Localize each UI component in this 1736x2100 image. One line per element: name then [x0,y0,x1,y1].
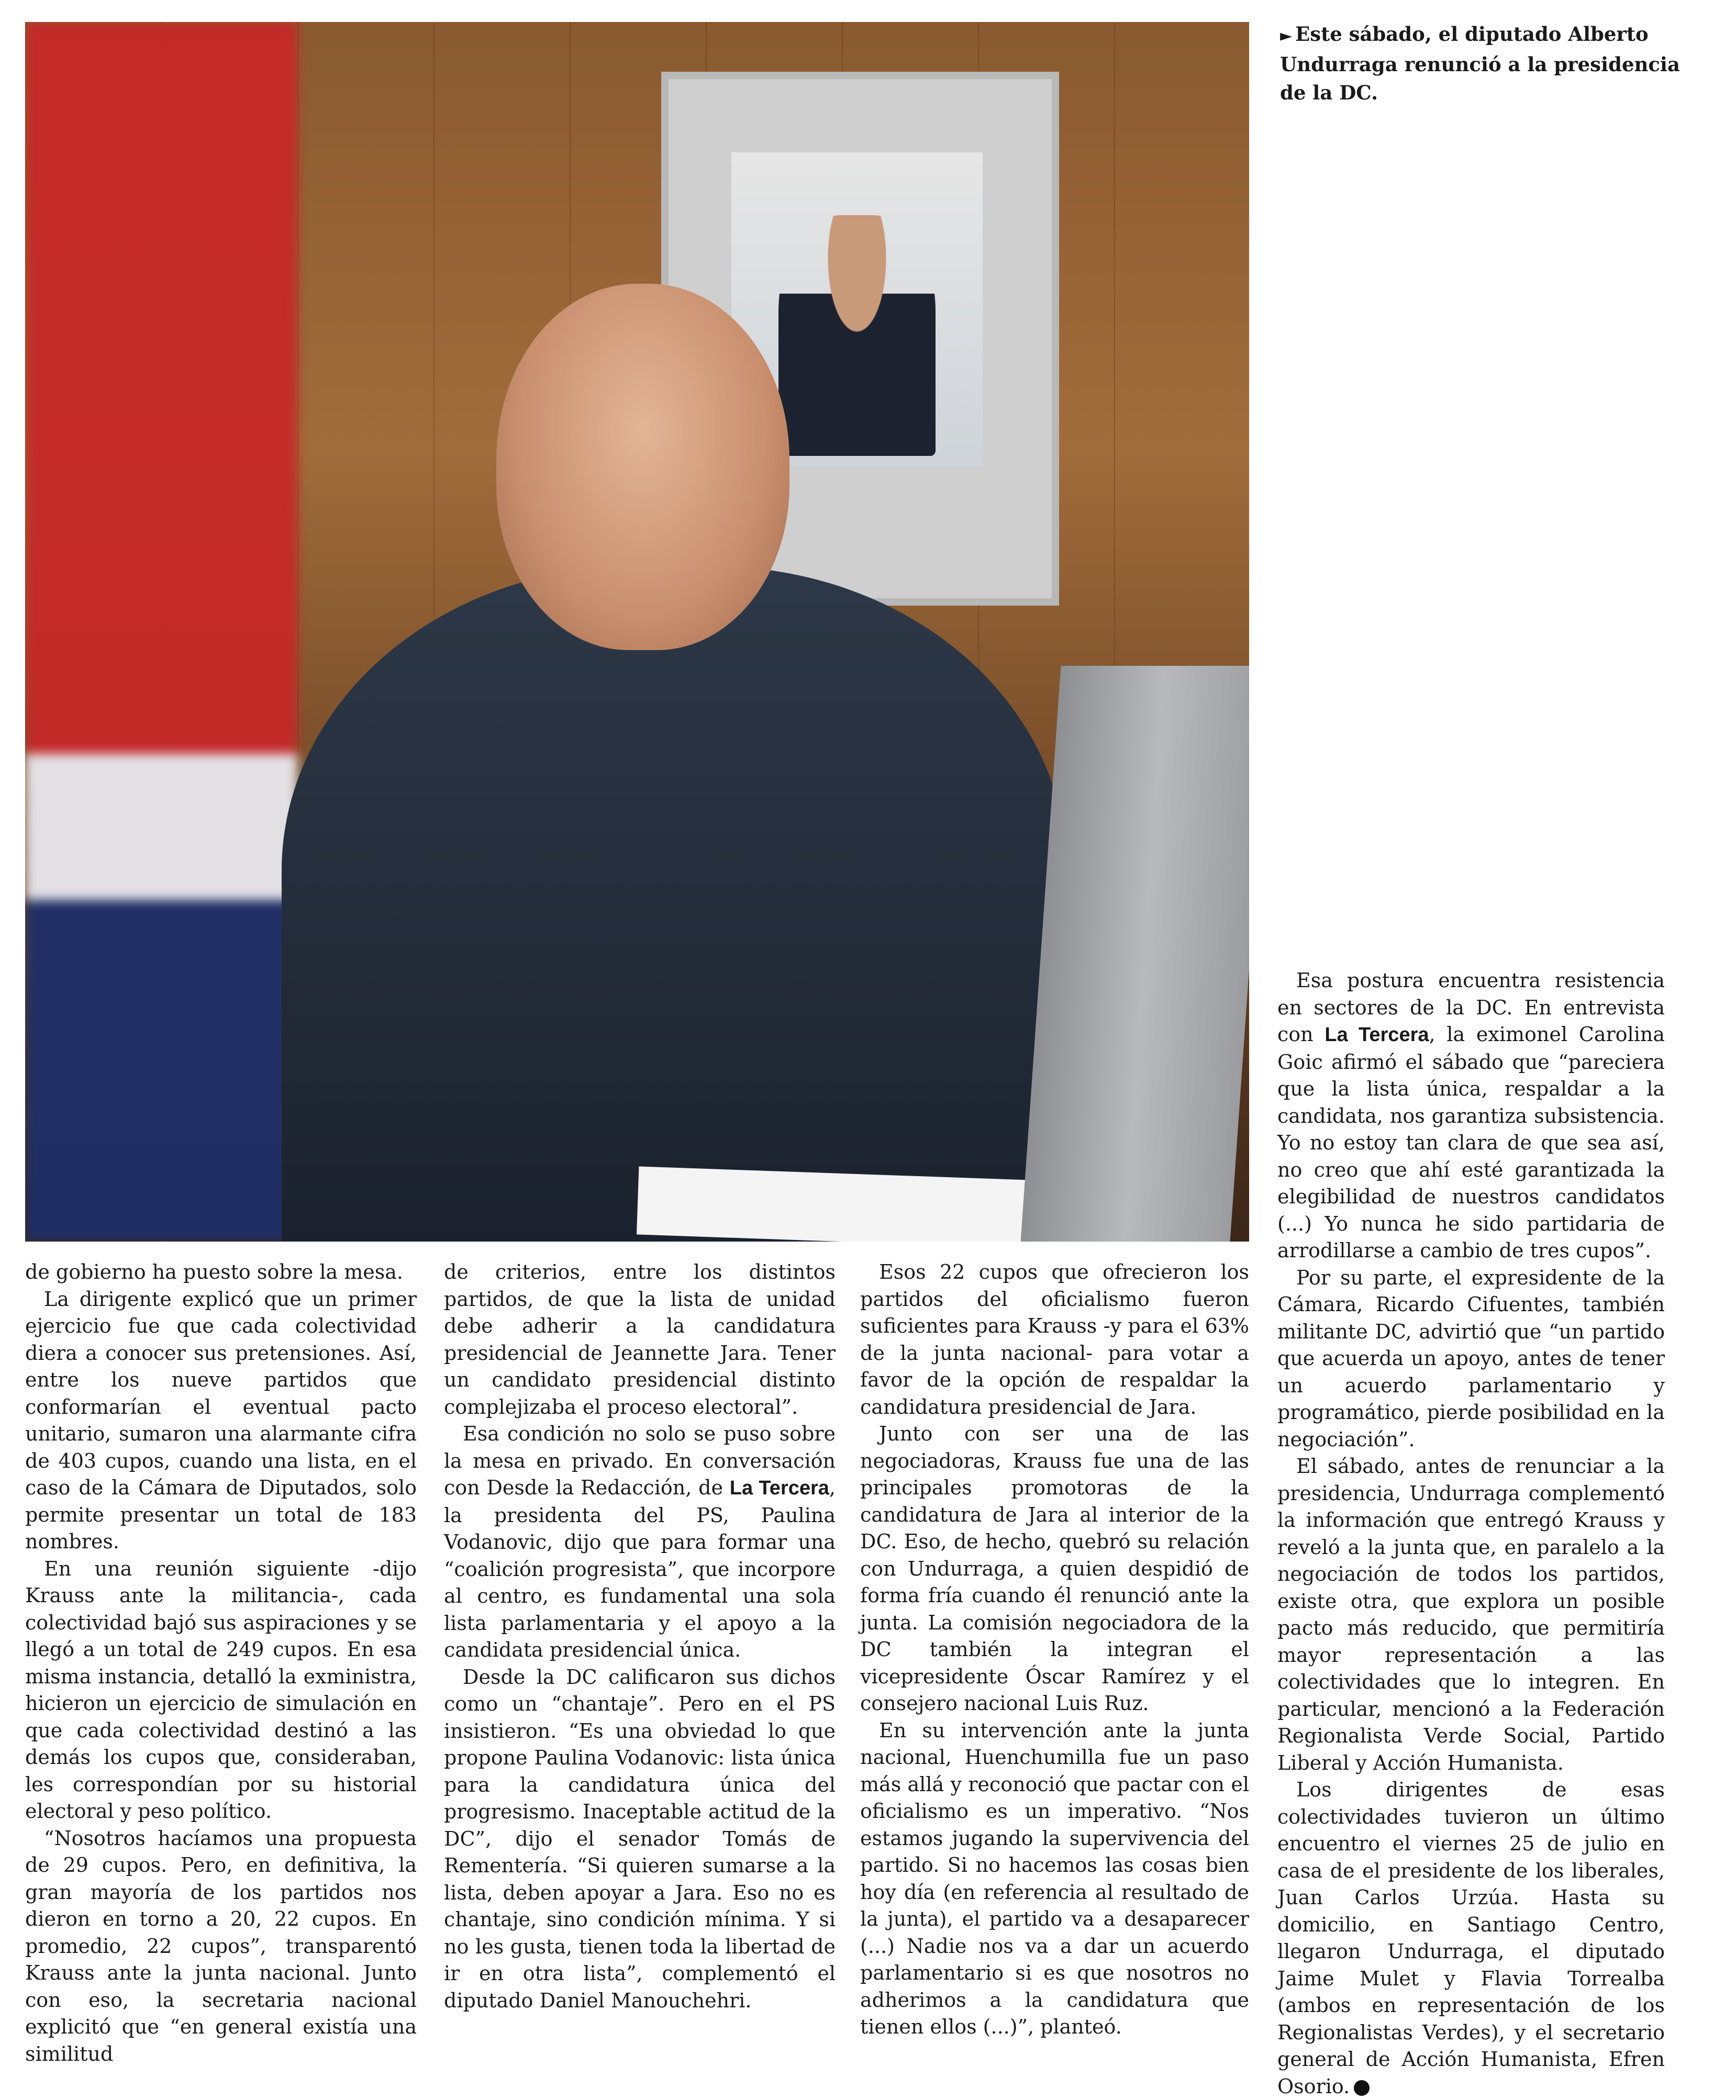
publication-name: La Tercera [729,1477,829,1499]
caption-arrow-icon: ► [1280,27,1293,45]
article-photo [25,22,1249,1242]
flag-shape [25,22,297,1242]
paragraph: La dirigente explicó que un primer ejercicio fue que cada colectividad diera a conocer sus pretensiones. Así, entre los nueve partidos que conformarían el eventual pacto unitario, sumaron una alarmante cifra de 403 cupos, cuando una lista, en el caso de la Cámara de Diputados, solo permite presentar un total de 183 nombres. [25,1287,417,1553]
paragraph: Desde la DC calificaron sus dichos como un “chantaje”. Pero en el PS insistieron. “Es una obviedad lo que propone Paulina Vodanovic: lista única para la candidatura única del progresismo. Inaceptable actitud de la DC”, dijo el senador Tomás de Rementería. “Si quieren sumarse a la lista, deben apoyar a Jara. Eso no es chantaje, sino condición mínima. Y si no les gusta, tienen toda la libertad de ir en otra lista”, complementó el diputado Daniel Manouchehri. [444,1665,836,2012]
publication-name: La Tercera [1325,1024,1429,1046]
paragraph: En una reunión siguiente -dijo Krauss ante la militancia-, cada colectividad bajó sus aspiraciones y se llegó a un total de 249 cupos. En esa misma instancia, detalló la exministra, hicieron un ejercicio de simulación en que cada colectividad destinó a las demás los cupos que, consideraban, les correspondían por su historial electoral y peso político. [25,1557,417,1823]
paragraph [444,1421,836,1664]
paragraph-text: Esa postura encuentra resistencia en sectores de la DC. En entrevista con [1277,969,1665,1046]
paragraph: Junto con ser una de las negociadoras, Krauss fue una de las principales promotoras de la candidatura de Jara al interior de la DC. Eso, de hecho, quebró su relación con Undurraga, a quien despidió de forma fría cuando él renunció ante la junta. La comisión negociadora de la DC también la integran el vicepresidente Óscar Ramírez y el consejero nacional Luis Ruz. [860,1422,1249,1715]
paragraph-text: Los dirigentes de esas colectividades tuvieron un último encuentro el viernes 25 de julio en casa de el presidente de los liberales, Juan Carlos Urzúa. Hasta su domicilio, en Santiago Centro, llegaron Undurraga, el diputado Jaime Mulet y Flavia Torrealba (ambos en representación de los Regionalistas Verdes), y el secretario general de Acción Humanista, Efren Osorio. [1277,1778,1665,2098]
paragraph-text: , la eximonel Carolina Goic afirmó el sábado que “pareciera que la lista única, respaldar a la candidata, nos garantiza subsistencia. Yo no estoy tan clara de que sea así, no creo que ahí esté garantizada la elegibilidad de nuestros candidatos (...) Yo nunca he sido partidaria de arrodillarse a cambio de tres cupos”. [1277,1023,1665,1262]
article-column-2 [444,1259,836,2014]
laptop-shape [1021,666,1249,1242]
paragraph [1277,1777,1665,2100]
paragraph: En su intervención ante la junta nacional, Huenchumilla fue un paso más allá y reconoció que pactar con el oficialismo es un imperativo. “Nos estamos jugando la supervivencia del partido. Si no hacemos las cosas bien hoy día (en referencia al resultado de la junta), el partido va a desaparecer (...) Nadie nos va a dar un acuerdo parlamentario si es que nosotros no adherimos a la candidatura que tienen ellos (...)”, planteó. [860,1718,1249,2038]
article-column-1 [25,1259,417,2068]
photo-caption [1280,20,1709,107]
paragraph: Por su parte, el expresidente de la Cámara, Ricardo Cifuentes, también militante DC, advirtió que “un partido que acuerda un apoyo, antes de tener un acuerdo parlamentario y programático, pierde posibilidad en la negociación”. [1277,1266,1665,1451]
article-column-4 [1277,967,1665,2100]
person-body [282,566,1067,1242]
paragraph: de criterios, entre los distintos partidos, de que la lista de unidad debe adherir a la candidatura presidencial de Jeannette Jara. Tener un candidato presidencial distinto complejizaba el proceso electoral”. [444,1260,836,1418]
paragraph: de gobierno ha puesto sobre la mesa. [25,1260,403,1283]
paragraph [1277,967,1665,1265]
paragraph-text: , la presidenta del PS, Paulina Vodanovic, dijo que para formar una “coalición progresista”, que incorpore al centro, es fundamental una sola lista parlamentaria y el apoyo a la candidata presidencial única. [444,1476,836,1661]
paragraph-text: Esa condición no solo se puso sobre la mesa en privado. En conversación con Desde la Redacción, de [444,1422,836,1499]
person-head [496,284,789,650]
paragraph: “Nosotros hacíamos una propuesta de 29 cupos. Pero, en definitiva, la gran mayoría de los partidos nos dieron en torno a 20, 22 cupos. En promedio, 22 cupos”, transparentó Krauss ante la junta nacional. Junto con eso, la secretaria nacional explicitó que “en general existía una similitud [25,1826,417,2065]
end-of-article-icon [1354,2080,1370,2096]
article-column-3 [860,1259,1249,2041]
person-figure [261,273,1046,1242]
paragraph: Esos 22 cupos que ofrecieron los partidos del oficialismo fueron suficientes para Krauss -y para el 63% de la junta nacional- para votar a favor de la opción de respaldar la candidatura presidencial de Jara. [860,1260,1249,1418]
caption-text: Este sábado, el diputado Alberto Undurraga renunció a la presidencia de la DC. [1280,23,1680,104]
paragraph: El sábado, antes de renunciar a la presidencia, Undurraga complementó la información que entregó Krauss y reveló a la junta que, en paralelo a la negociación de todos los partidos, existe otra, que explora un posible pacto más reducido, que permitiría mayor representación a las colectividades que lo integren. En particular, mencionó a la Federación Regionalista Verde Social, Partido Liberal y Acción Humanista. [1277,1455,1665,1774]
